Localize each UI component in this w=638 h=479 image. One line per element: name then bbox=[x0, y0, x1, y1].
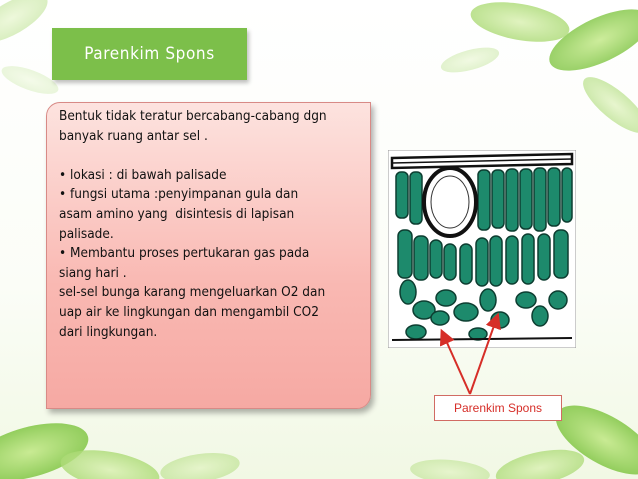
body-line: Bentuk tidak teratur bercabang-cabang dgn bbox=[59, 108, 327, 124]
body-line: dari lingkungan. bbox=[59, 323, 158, 340]
arrow-line bbox=[470, 320, 496, 394]
body-line: • fungsi utama :penyimpanan gula dan bbox=[59, 186, 299, 203]
arrow-line bbox=[444, 336, 470, 394]
body-line: sel-sel bunga karang mengeluarkan O2 dan bbox=[59, 284, 326, 301]
body-line: uap air ke lingkungan dan mengambil CO2 bbox=[59, 303, 319, 320]
figure-label: Parenkim Spons bbox=[453, 401, 543, 415]
figure-label-box bbox=[434, 395, 562, 421]
body-line: • lokasi : di bawah palisade bbox=[59, 166, 227, 183]
body-line: palisade. bbox=[59, 225, 114, 242]
slide-title: Parenkim Spons bbox=[84, 44, 215, 64]
body-line: siang hari . bbox=[59, 264, 127, 281]
body-line: asam amino yang disintesis di lapisan bbox=[59, 205, 295, 222]
body-line: • Membantu proses pertukaran gas pada bbox=[59, 245, 310, 262]
body-line: banyak ruang antar sel . bbox=[59, 127, 208, 144]
